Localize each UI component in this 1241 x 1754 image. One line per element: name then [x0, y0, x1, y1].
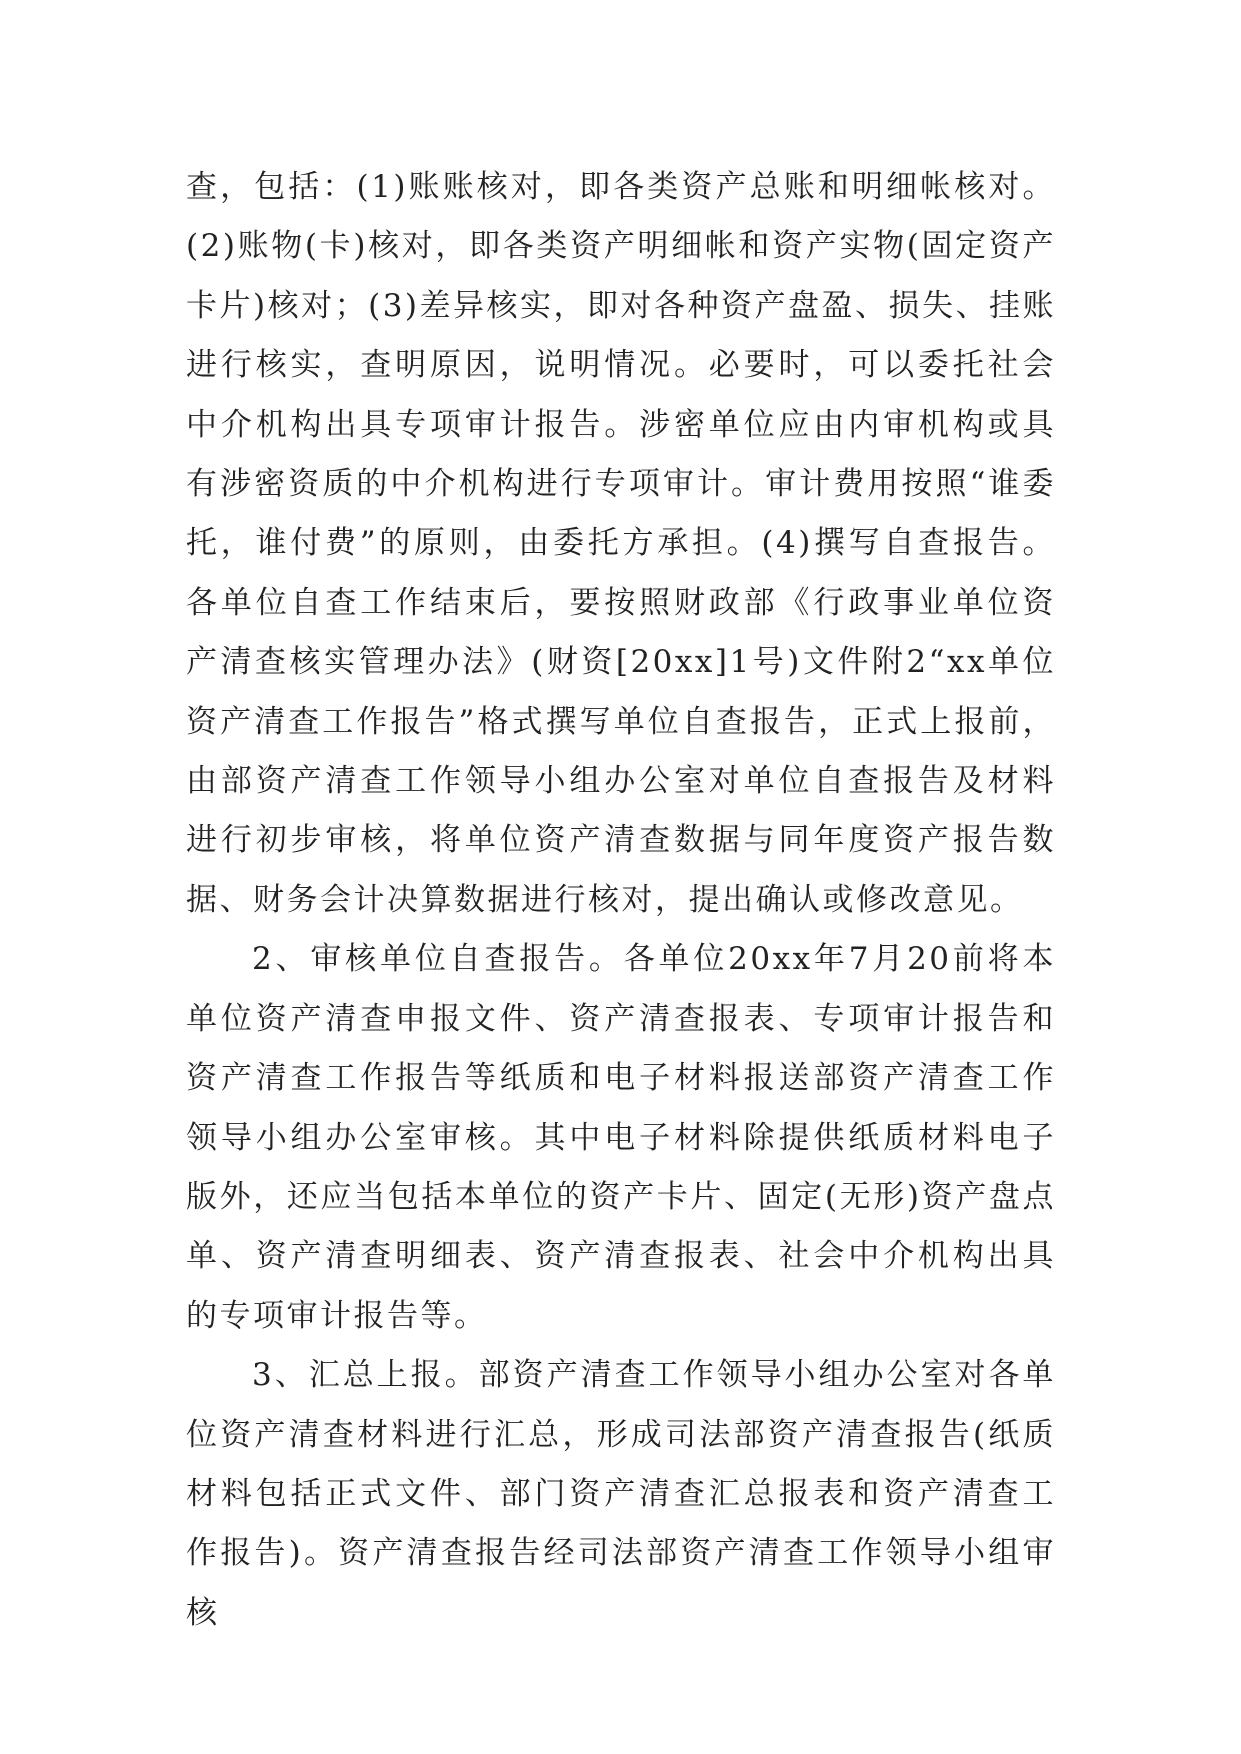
- paragraph-continuation: 查，包括：(1)账账核对，即各类资产总账和明细帐核对。(2)账物(卡)核对，即各类资产明细帐和资产实物(固定资产卡片)核对；(3)差异核实，即对各种资产盘盈、损失、挂账进行核实，查明原因，说明情况。必要时，可以委托社会中介机构出具专项审计报告。涉密单位应由内审机构或具有涉密资质的中介机构进行专项审计。审计费用按照“谁委托，谁付费”的原则，由委托方承担。(4)撰写自查报告。各单位自查工作结束后，要按照财政部《行政事业单位资产清查核实管理办法》(财资[20xx]1号)文件附2“xx单位资产清查工作报告”格式撰写单位自查报告，正式上报前，由部资产清查工作领导小组办公室对单位自查报告及材料进行初步审核，将单位资产清查数据与同年度资产报告数据、财务会计决算数据进行核对，提出确认或修改意见。: [186, 169, 1057, 918]
- body-text: [186, 158, 1056, 1643]
- paragraph-item-3: 3、汇总上报。部资产清查工作领导小组办公室对各单位资产清查材料进行汇总，形成司法部资产清查报告(纸质材料包括正式文件、部门资产清查汇总报表和资产清查工作报告)。资产清查报告经司法部资产清查工作领导小组审核: [186, 1357, 1056, 1631]
- paragraph-item-2: 2、审核单位自查报告。各单位20xx年7月20前将本单位资产清查申报文件、资产清查报表、专项审计报告和资产清查工作报告等纸质和电子材料报送部资产清查工作领导小组办公室审核。其中电子材料除提供纸质材料电子版外，还应当包括本单位的资产卡片、固定(无形)资产盘点单、资产清查明细表、资产清查报表、社会中介机构出具的专项审计报告等。: [186, 941, 1056, 1334]
